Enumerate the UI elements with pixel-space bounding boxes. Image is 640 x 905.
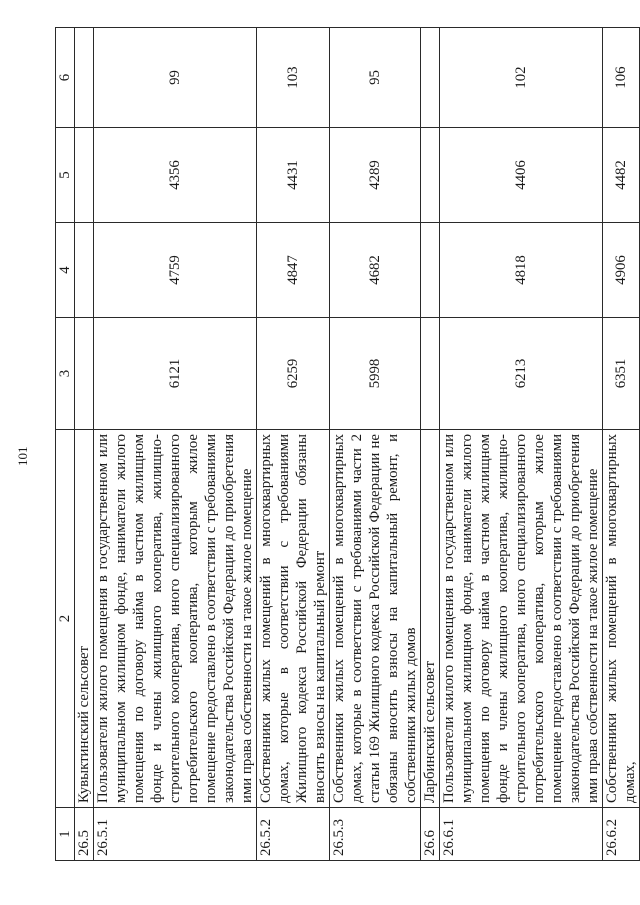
value-col-6: 102 [440, 28, 603, 128]
row-description: Собственники жилых помещений в многоквартирных домах, которые в соответствии с требованиями Жилищного кодекса Российской Федерации обязаны вносить взносы на капитальный ремонт [257, 430, 330, 808]
section-row [421, 28, 440, 861]
page-number: 101 [15, 446, 30, 466]
row-code: 26.6.2 [603, 808, 640, 861]
value-col-5: 4482 [603, 128, 640, 223]
table-header-row [56, 28, 75, 861]
col-header-1: 1 [56, 808, 75, 861]
value-col-4 [75, 223, 94, 318]
table-row [330, 28, 421, 861]
value-col-3: 5998 [330, 318, 421, 430]
col-header-2: 2 [56, 430, 75, 808]
value-col-6: 99 [94, 28, 257, 128]
row-code: 26.5 [75, 808, 94, 861]
value-col-5: 4431 [257, 128, 330, 223]
value-col-3 [75, 318, 94, 430]
row-description: Собственники жилых помещений в многоквартирных домах, которые в соответствии с требованиями части 2 статьи 169 Жилищного кодекса Российской Федерации не обязаны вносить взносы на капитальный ремонт, и собственники жилых домов [330, 430, 421, 808]
value-col-5: 4406 [440, 128, 603, 223]
col-header-5: 5 [56, 128, 75, 223]
value-col-5: 4356 [94, 128, 257, 223]
row-description: Кувыктинский сельсовет [75, 430, 94, 808]
value-col-4: 4759 [94, 223, 257, 318]
row-description: Пользователи жилого помещения в государственном или муниципальном жилищном фонде, наниматели жилого помещения по договору найма в частном жилищном фонде и члены жилищного кооператива, жилищно-строительного кооператива, иного специализированного потребительского кооператива, которым жилое помещение предоставлено в соответствии с требованиями законодательства Российской Федерации до приобретения ими права собственности на такое жилое помещение [94, 430, 257, 808]
row-description: Ларбинский сельсовет [421, 430, 440, 808]
value-col-6 [75, 28, 94, 128]
row-code: 26.6.1 [440, 808, 603, 861]
value-col-3: 6351 [603, 318, 640, 430]
value-col-6: 103 [257, 28, 330, 128]
value-col-3: 6259 [257, 318, 330, 430]
value-col-5 [421, 128, 440, 223]
row-code: 26.5.3 [330, 808, 421, 861]
value-col-4: 4847 [257, 223, 330, 318]
value-col-6: 95 [330, 28, 421, 128]
value-col-3: 6121 [94, 318, 257, 430]
value-col-4 [421, 223, 440, 318]
row-description: Собственники жилых помещений в многоквартирных домах, [603, 430, 640, 808]
row-code: 26.6 [421, 808, 440, 861]
value-col-6: 106 [603, 28, 640, 128]
value-col-4: 4906 [603, 223, 640, 318]
value-col-3 [421, 318, 440, 430]
table-row [257, 28, 330, 861]
value-col-4: 4682 [330, 223, 421, 318]
value-col-4: 4818 [440, 223, 603, 318]
col-header-4: 4 [56, 223, 75, 318]
value-col-5: 4289 [330, 128, 421, 223]
table-row [440, 28, 603, 861]
table-row [94, 28, 257, 861]
table-row [603, 28, 640, 861]
tariff-table [55, 27, 640, 861]
col-header-3: 3 [56, 318, 75, 430]
row-code: 26.5.1 [94, 808, 257, 861]
section-row [75, 28, 94, 861]
row-code: 26.5.2 [257, 808, 330, 861]
col-header-6: 6 [56, 28, 75, 128]
row-description: Пользователи жилого помещения в государственном или муниципальном жилищном фонде, наниматели жилого помещения по договору найма в частном жилищном фонде и члены жилищного кооператива, жилищно-строительного кооператива, иного специализированного потребительского кооператива, которым жилое помещение предоставлено в соответствии с требованиями законодательства Российской Федерации до приобретения ими права собственности на такое жилое помещение [440, 430, 603, 808]
value-col-6 [421, 28, 440, 128]
value-col-3: 6213 [440, 318, 603, 430]
value-col-5 [75, 128, 94, 223]
